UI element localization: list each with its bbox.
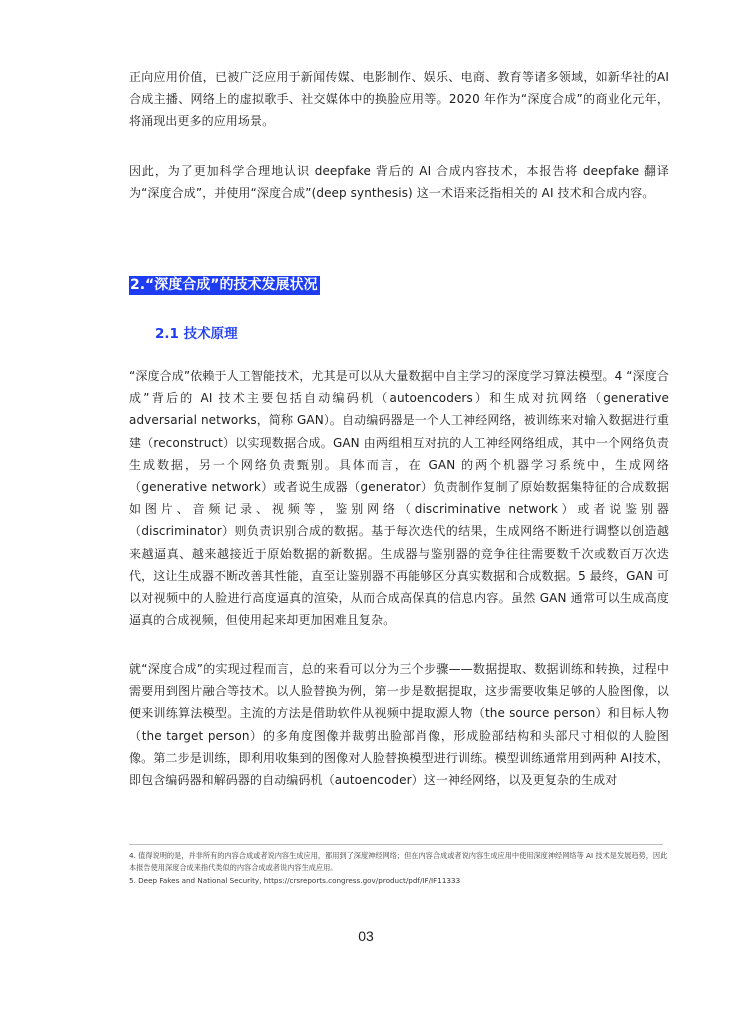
page-number: 03 bbox=[358, 928, 374, 944]
terminology-paragraph: 因此，为了更加科学合理地认识 deepfake 背后的 AI 合成内容技术，本报告将 deepfake 翻译为“深度合成”，并使用“深度合成”(deep synthesis) 这一术语来泛指相关的 AI 技术和合成内容。 bbox=[129, 164, 669, 201]
footnote-4: 4. 值得说明的是，并非所有的内容合成或者说内容生成应用，都用到了深度神经网络；但在内容合成或者说内容生成应用中使用深度神经网络等 AI 技术是发展趋势，因此本报告使用深度合成来指代类似的内容合成或者说内容生成应用。 bbox=[129, 851, 668, 872]
intro-paragraph-continued: 正向应用价值，已被广泛应用于新闻传媒、电影制作、娱乐、电商、教育等诸多领域，如新华社的AI 合成主播、网络上的虚拟歌手、社交媒体中的换脸应用等。2020 年作为“深度合成”的商业化元年，将涌现出更多的应用场景。 bbox=[129, 70, 669, 129]
sub-heading: 2.1 技术原理 bbox=[155, 326, 238, 342]
footnote-5: 5. Deep Fakes and National Security, https://crsreports.congress.gov/product/pdf/IF/IF11333 bbox=[129, 876, 461, 885]
footnote-divider bbox=[129, 844, 663, 845]
section-heading: 2.“深度合成”的技术发展状况 bbox=[129, 276, 320, 295]
technical-principle-paragraph: “深度合成”依赖于人工智能技术，尤其是可以从大量数据中自主学习的深度学习算法模型。4 “深度合成”背后的 AI 技术主要包括自动编码机（autoencoders）和生成对抗网络（generative adversarial networks，简称 GAN）。自动编码器是一个人工神经网络，被训练来对输入数据进行重建（reconstruct）以实现数据合成。GAN 由两组相互对抗的人工神经网络组成，其中一个网络负责生成数据，另一个网络负责甄别。具体而言，在 GAN 的两个机器学习系统中，生成网络（generative network）或者说生成器（generator）负责制作复制了原始数据集特征的合成数据如图片、音频记录、视频等，鉴别网络（discriminative network）或者说鉴别器（discriminator）则负责识别合成的数据。基于每次迭代的结果，生成网络不断进行调整以创造越来越逼真、越来越接近于原始数据的新数据。生成器与鉴别器的竞争往往需要数千次或数百万次迭代，这让生成器不断改善其性能，直至让鉴别器不再能够区分真实数据和合成数据。5 最终，GAN 可以对视频中的人脸进行高度逼真的渲染，从而合成高保真的信息内容。虽然 GAN 通常可以生成高度逼真的合成视频，但使用起来却更加困难且复杂。 bbox=[129, 369, 669, 628]
implementation-process-paragraph: 就“深度合成”的实现过程而言，总的来看可以分为三个步骤——数据提取、数据训练和转换，过程中需要用到图片融合等技术。以人脸替换为例，第一步是数据提取，这步需要收集足够的人脸图像，以便来训练算法模型。主流的方法是借助软件从视频中提取源人物（the source person）和目标人物（the target person）的多角度图像并裁剪出脸部肖像，形成脸部结构和头部尺寸相似的人脸图像。第二步是训练，即利用收集到的图像对人脸替换模型进行训练。模型训练通常用到两种 AI技术，即包含编码器和解码器的自动编码机（autoencoder）这一神经网络，以及更复杂的生成对 bbox=[129, 662, 669, 788]
